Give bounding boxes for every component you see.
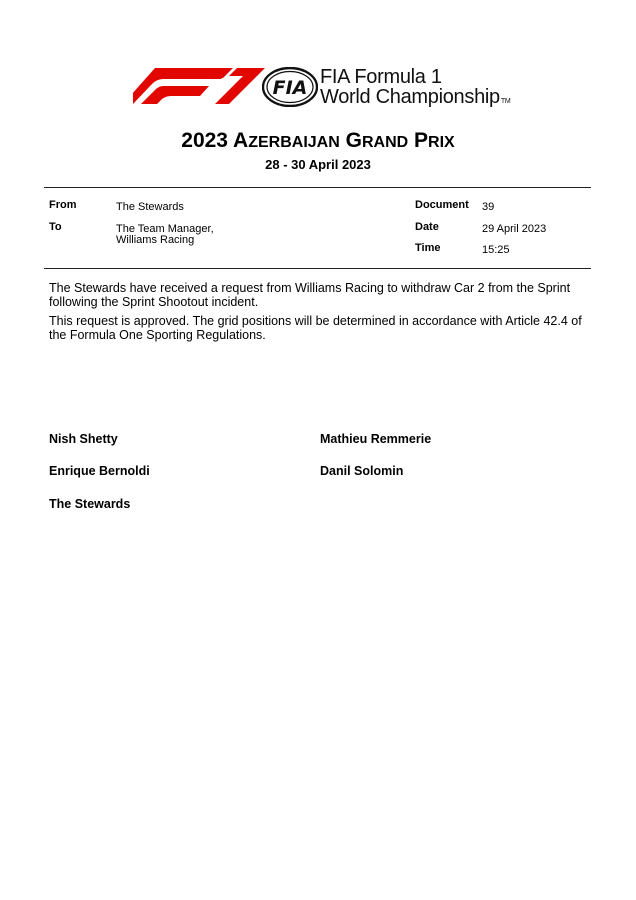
date-value: 29 April 2023 — [482, 223, 547, 235]
stewards-signoff: The Stewards — [49, 497, 131, 511]
decision-body — [49, 281, 594, 347]
decision-paragraph-1: The Stewards have received a request from Williams Racing to withdraw Car 2 from the Sprint following the Sprint Shootout incident. — [49, 281, 571, 309]
to-label: To — [49, 221, 62, 233]
header-divider-top — [44, 187, 591, 188]
date-label: Date — [415, 221, 439, 233]
event-title-word1-cap: A — [233, 129, 249, 152]
event-title-block — [0, 128, 636, 173]
event-title-word3-cap: P — [414, 129, 429, 152]
event-title-word2-cap: G — [345, 129, 362, 152]
time-label: Time — [415, 242, 441, 254]
fia-logo-text: FIA — [272, 77, 308, 99]
document-label: Document — [415, 199, 469, 211]
event-title-word1-rest: ZERBAIJAN — [248, 134, 340, 151]
f1-logo — [133, 68, 265, 104]
steward-name-right-1: Mathieu Remmerie — [320, 432, 432, 446]
steward-name-left-1: Nish Shetty — [49, 432, 118, 446]
trademark-mark: TM — [500, 98, 511, 105]
event-title-word2-rest: RAND — [361, 134, 409, 151]
championship-line-2 — [320, 87, 510, 112]
steward-name-left-2: Enrique Bernoldi — [49, 464, 150, 478]
document-number: 39 — [482, 201, 495, 213]
time-value: 15:25 — [482, 244, 510, 256]
event-title — [0, 128, 636, 156]
event-title-word3-rest: RIX — [428, 134, 455, 151]
f1-logo-f-mid — [141, 86, 209, 104]
to-value-line-2: Williams Racing — [116, 234, 195, 246]
championship-name — [320, 67, 510, 112]
event-dates: 28 - 30 April 2023 — [265, 157, 371, 172]
fia-logo — [262, 67, 318, 107]
event-title-year: 2023 — [181, 129, 228, 152]
from-value: The Stewards — [116, 201, 184, 213]
document-header — [0, 62, 636, 112]
to-value-line-1: The Team Manager, — [116, 223, 214, 235]
decision-paragraph-2: This request is approved. The grid positions will be determined in accordance with Article 42.4 of the Formula One Sporting Regulations. — [49, 314, 582, 342]
from-label: From — [49, 199, 77, 211]
championship-line-1: FIA Formula 1 — [320, 66, 442, 88]
header-divider-bottom — [44, 268, 591, 269]
championship-line-2-text: World Championship — [320, 86, 500, 108]
steward-name-right-2: Danil Solomin — [320, 464, 404, 478]
